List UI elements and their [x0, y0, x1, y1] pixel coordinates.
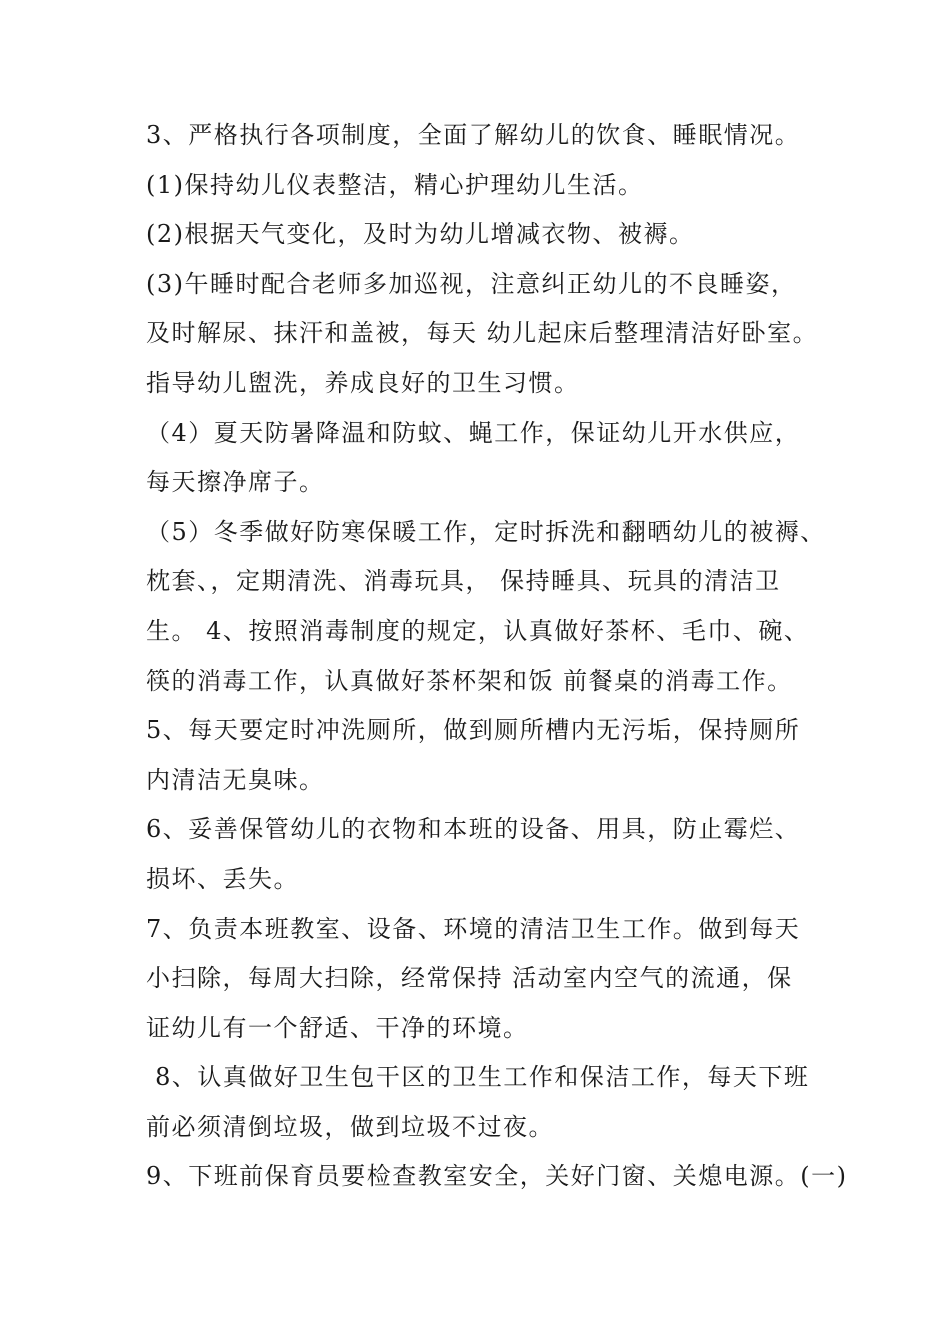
text-line: 5、每天要定时冲洗厕所，做到厕所槽内无污垢，保持厕所: [146, 716, 801, 745]
text-line: 前必须清倒垃圾，做到垃圾不过夜。: [146, 1112, 554, 1141]
text-line: （5）冬季做好防寒保暖工作，定时拆洗和翻晒幼儿的被褥、: [146, 517, 826, 546]
text-line: 指导幼儿盥洗，养成良好的卫生习惯。: [146, 368, 580, 397]
text-line: 枕套、，定期清洗、消毒玩具， 保持睡具、玩具的清洁卫: [146, 567, 781, 596]
text-line: (1)保持幼儿仪表整洁，精心护理幼儿生活。: [146, 170, 644, 199]
text-line: 证幼儿有一个舒适、干净的环境。: [146, 1013, 529, 1042]
text-line: 9、下班前保育员要检查教室安全，关好门窗、关熄电源。(一): [146, 1162, 848, 1191]
text-line: 8、认真做好卫生包干区的卫生工作和保洁工作，每天下班: [146, 1063, 810, 1092]
text-line: (3)午睡时配合老师多加巡视，注意纠正幼儿的不良睡姿，: [146, 269, 797, 298]
text-line: 3、严格执行各项制度，全面了解幼儿的饮食、睡眠情况。: [146, 121, 801, 149]
text-line: 生。 4、按照消毒制度的规定，认真做好茶杯、毛巾、碗、: [146, 616, 810, 645]
text-line: 每天擦净席子。: [146, 468, 325, 497]
text-line: 损坏、丢失。: [146, 864, 299, 893]
text-line: 小扫除，每周大扫除，经常保持 活动室内空气的流通，保: [146, 964, 793, 993]
text-line: 及时解尿、抹汗和盖被，每天 幼儿起床后整理清洁好卧室。: [146, 319, 819, 348]
text-line: 筷的消毒工作，认真做好茶杯架和饭 前餐桌的消毒工作。: [146, 666, 793, 695]
text-line: 7、负责本班教室、设备、环境的清洁卫生工作。做到每天: [146, 914, 801, 943]
text-line: (2)根据天气变化，及时为幼儿增减衣物、被褥。: [146, 220, 695, 249]
text-line: （4）夏天防暑降温和防蚊、蝇工作，保证幼儿开水供应，: [146, 418, 801, 447]
text-line: 内清洁无臭味。: [146, 765, 325, 794]
document-body: [146, 111, 848, 1202]
text-line: 6、妥善保管幼儿的衣物和本班的设备、用具，防止霉烂、: [146, 815, 801, 844]
